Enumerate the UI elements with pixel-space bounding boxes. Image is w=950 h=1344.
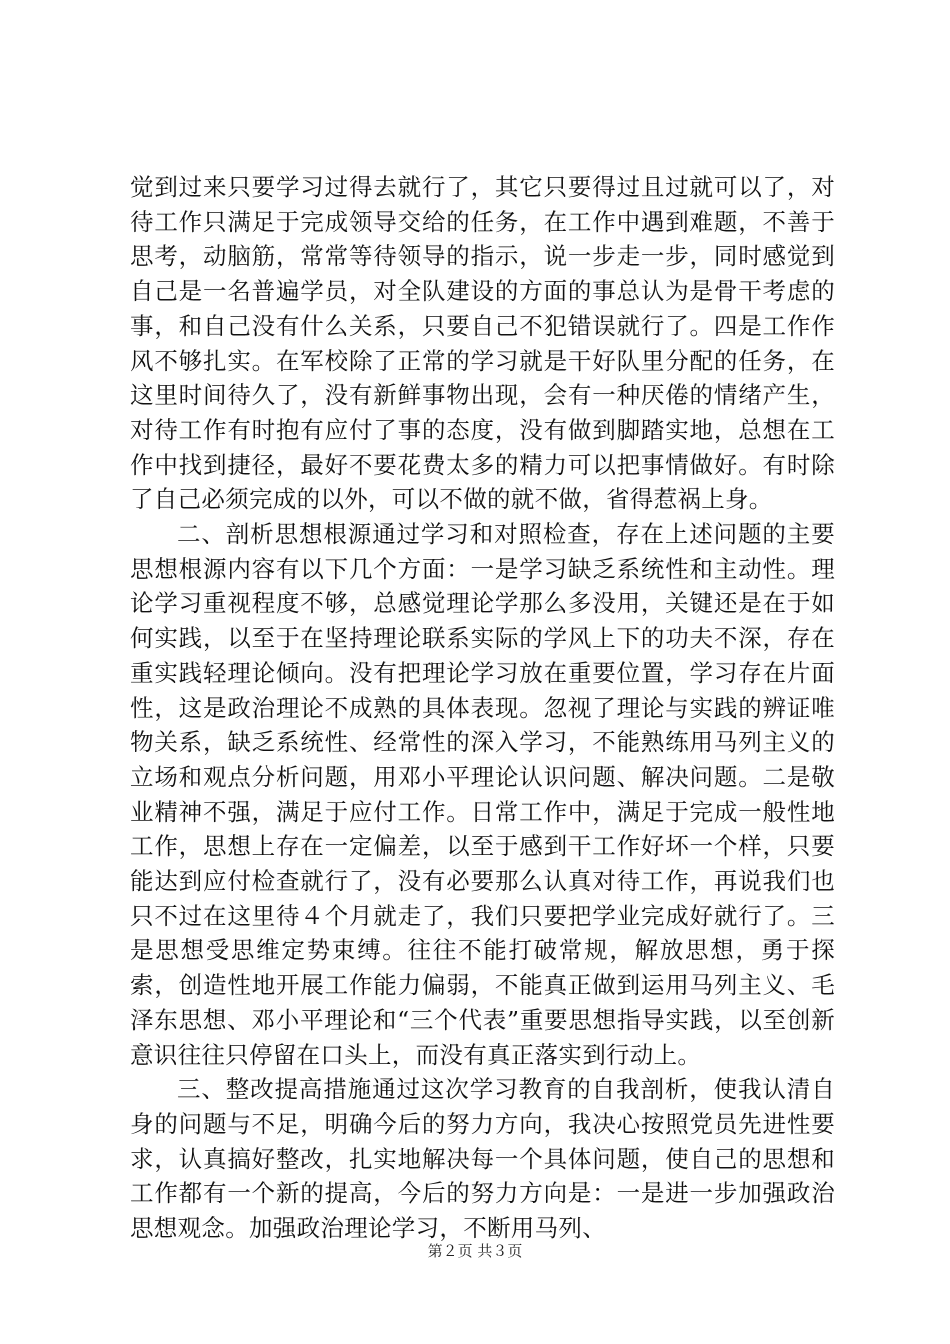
- paragraph-2: 二、剖析思想根源通过学习和对照检查，存在上述问题的主要思想根源内容有以下几个方面：一是学习缺乏系统性和主动性。理论学习重视程度不够，总感觉理论学那么多没用，关键还是在于如何实践，以至于在坚持理论联系实际的学风上下的功夫不深，存在重实践轻理论倾向。没有把理论学习放在重要位置，学习存在片面性，这是政治理论不成熟的具体表现。忽视了理论与实践的辨证唯物关系，缺乏系统性、经常性的深入学习，不能熟练用马列主义的立场和观点分析问题，用邓小平理论认识问题、解决问题。二是敬业精神不强，满足于应付工作。日常工作中，满足于完成一般性地工作，思想上存在一定偏差，以至于感到干工作好坏一个样，只要能达到应付检查就行了，没有必要那么认真对待工作，再说我们也只不过在这里待４个月就走了，我们只要把学业完成好就行了。三是思想受思维定势束缚。往往不能打破常规，解放思想，勇于探索，创造性地开展工作能力偏弱，不能真正做到运用马列主义、毛泽东思想、邓小平理论和“三个代表”重要思想指导实践，以至创新意识往往只停留在口头上，而没有真正落实到行动上。: [130, 520, 835, 1069]
- paragraph-3: 三、整改提高措施通过这次学习教育的自我剖析，使我认清自身的问题与不足，明确今后的努力方向，我决心按照党员先进性要求，认真搞好整改，扎实地解决每一个具体问题，使自己的思想和工作都有一个新的提高，今后的努力方向是：一是进一步加强政治思想观念。加强政治理论学习，不断用马列、: [130, 1075, 835, 1243]
- paragraph-1: 觉到过来只要学习过得去就行了，其它只要得过且过就可以了，对待工作只满足于完成领导交给的任务，在工作中遇到难题，不善于思考，动脑筋，常常等待领导的指示，说一步走一步，同时感觉到自己是一名普遍学员，对全队建设的方面的事总认为是骨干考虑的事，和自己没有什么关系，只要自己不犯错误就行了。四是工作作风不够扎实。在军校除了正常的学习就是干好队里分配的任务，在这里时间待久了，没有新鲜事物出现，会有一种厌倦的情绪产生，对待工作有时抱有应付了事的态度，没有做到脚踏实地，总想在工作中找到捷径，最好不要花费太多的精力可以把事情做好。有时除了自己必须完成的以外，可以不做的就不做，省得惹祸上身。: [130, 173, 835, 514]
- page-footer: 第２页 共３页: [427, 1242, 523, 1260]
- document-body: [130, 170, 835, 1246]
